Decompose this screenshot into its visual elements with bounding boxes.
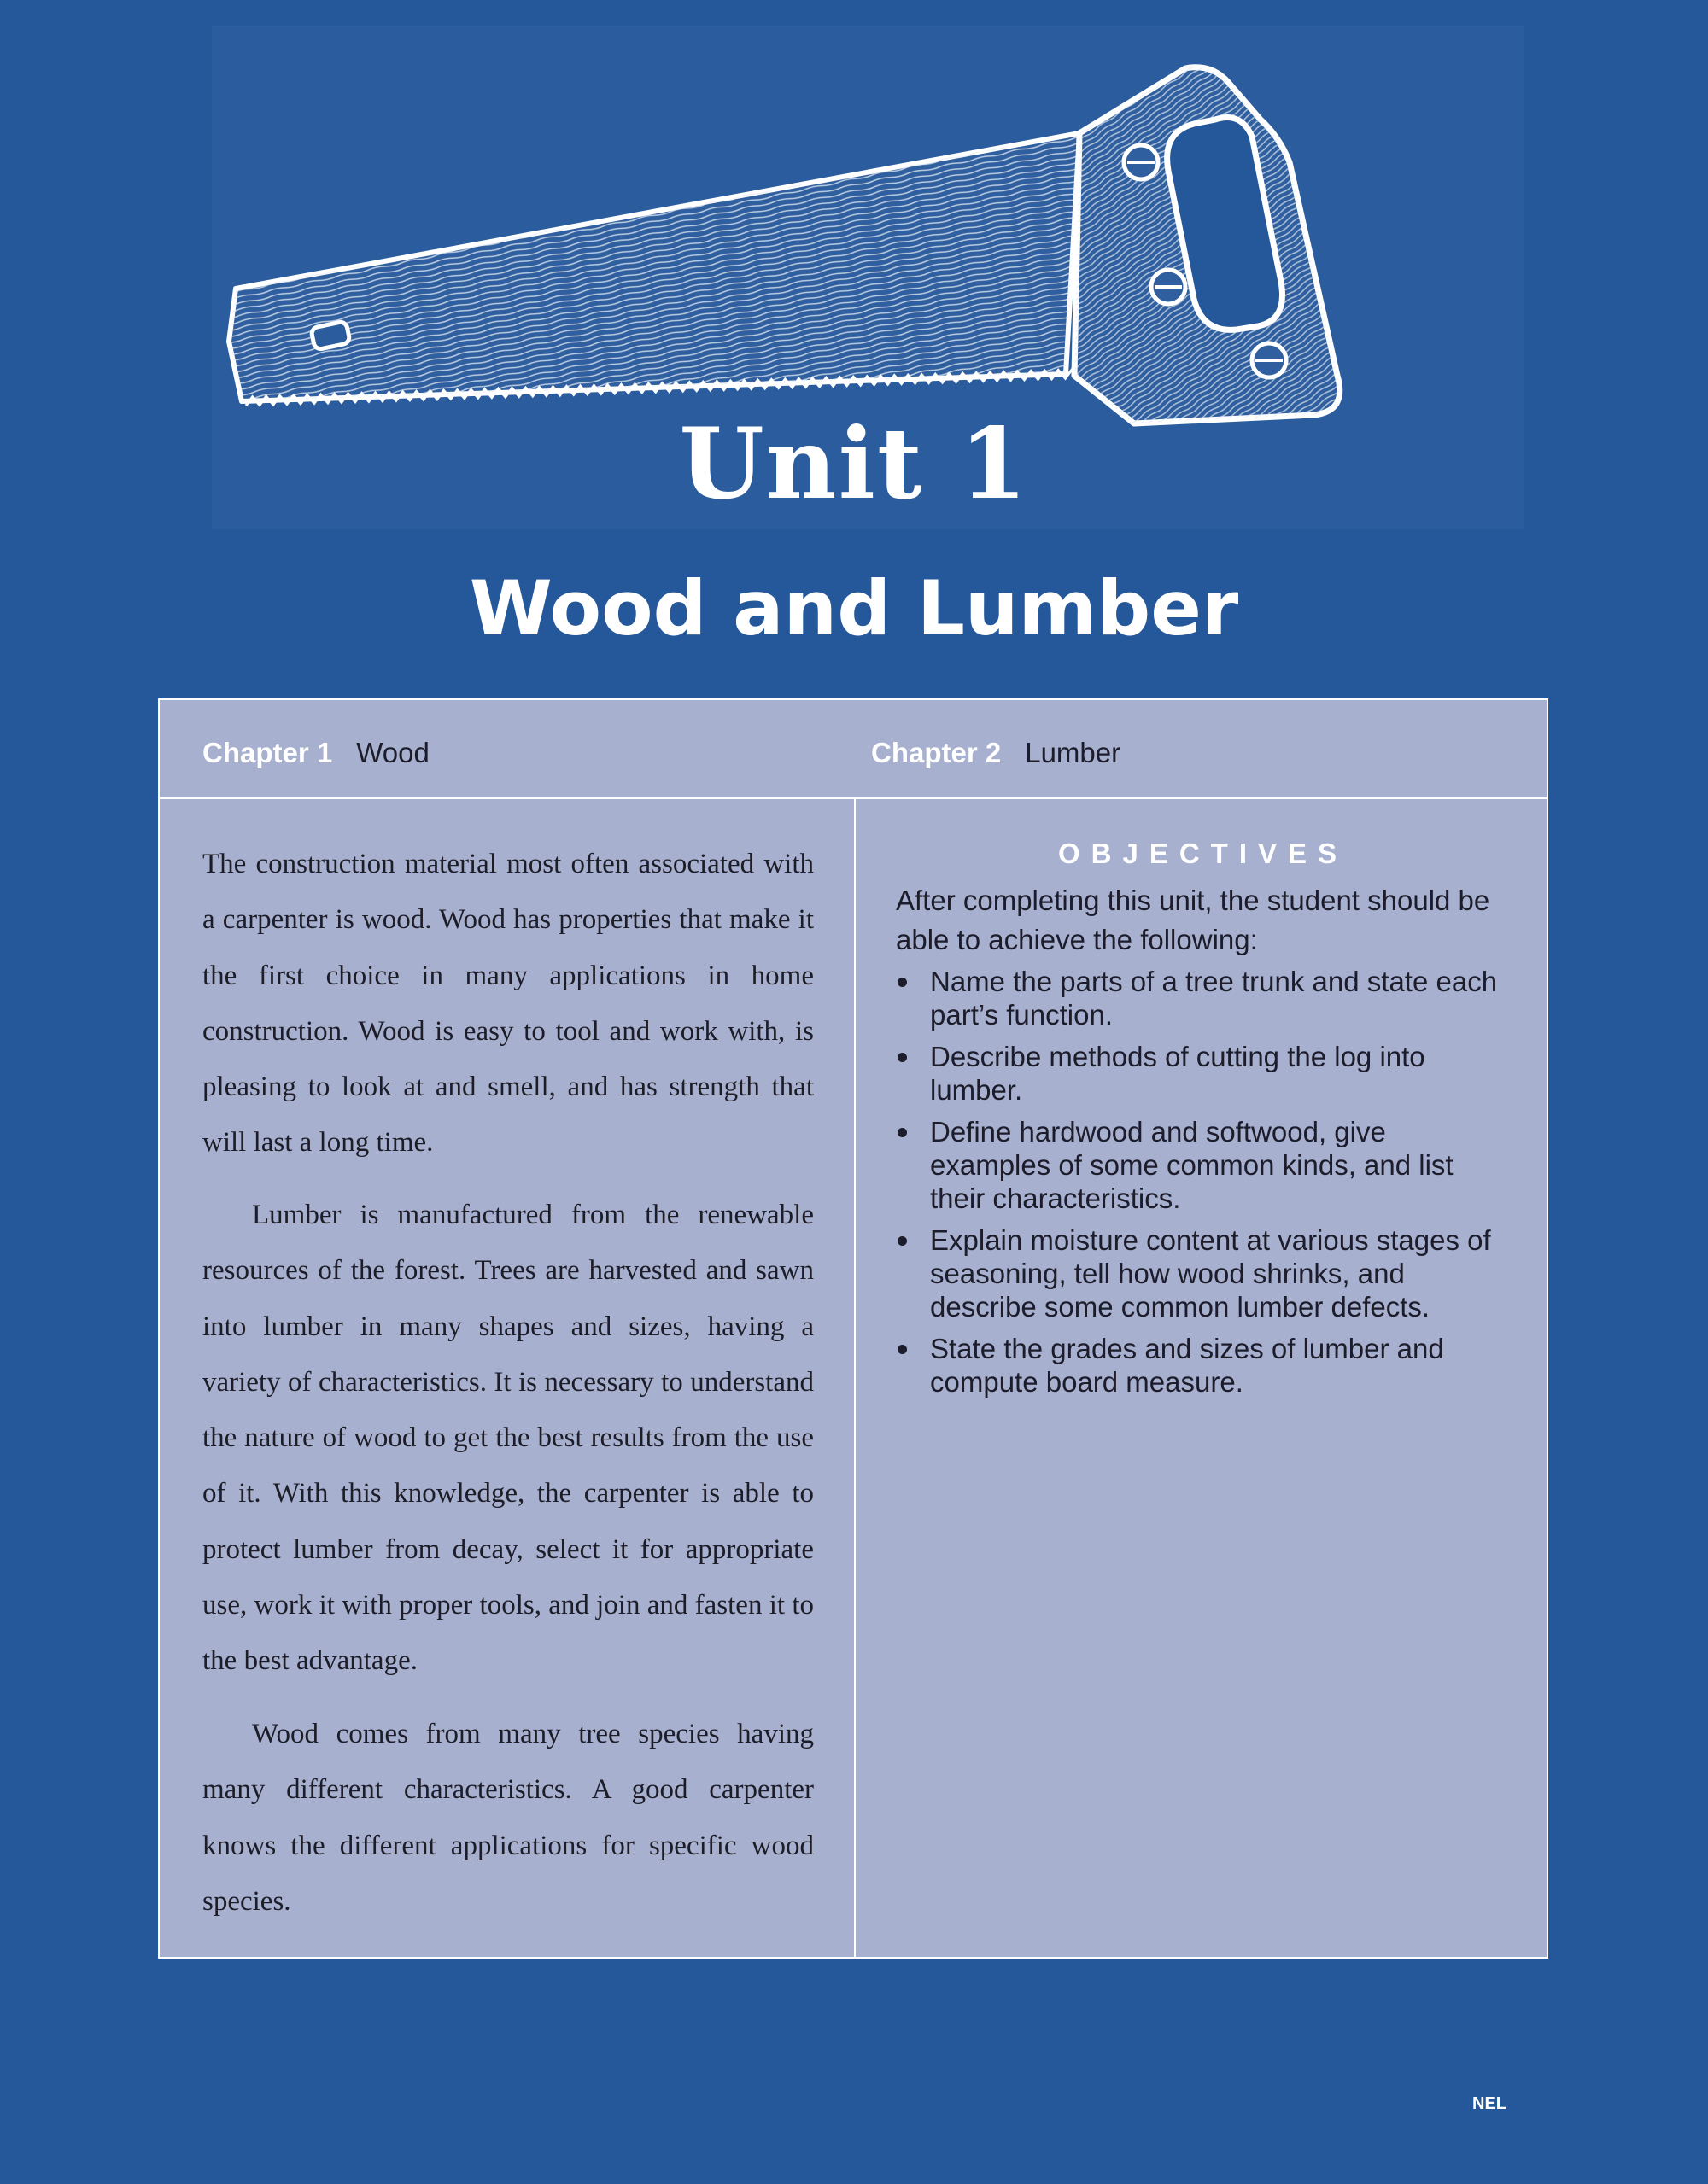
objective-item: State the grades and sizes of lumber and compute board measure. <box>896 1332 1511 1399</box>
chapter-list <box>160 700 1547 799</box>
chapter-number: Chapter 1 <box>202 737 333 768</box>
chapter-2[interactable] <box>871 736 1120 770</box>
intro-paragraph: The construction material most often associated with a carpenter is wood. Wood has properties that make it the first choice in many applications in home construction. Wood is easy to tool and work with, is pleasing to look at and smell, and has strength that will last a long time. <box>202 849 814 1159</box>
objective-item: Describe methods of cutting the log into lumber. <box>896 1040 1511 1107</box>
chapter-1[interactable] <box>202 736 430 770</box>
column-divider <box>854 799 856 1959</box>
intro-paragraph: Wood comes from many tree species having many different characteristics. A good carpenter knows the different applications for specific wood species. <box>202 1719 814 1917</box>
unit-label: Unit 1 <box>679 406 1029 521</box>
objective-item: Define hardwood and softwood, give examples of some common kinds, and list their characteristics. <box>896 1115 1511 1215</box>
intro-paragraph: Lumber is manufactured from the renewable resources of the forest. Trees are harvested and sawn into lumber in many shapes and sizes, having a variety of characteristics. It is necessary to understand the nature of wood to get the best results from the use of it. With this knowledge, the carpenter is able to protect lumber from decay, select it for appropriate use, work it with proper tools, and join and fasten it to the best advantage. <box>202 1200 814 1677</box>
unit-overview-panel <box>158 698 1548 1959</box>
objectives-intro: After completing this unit, the student should be able to achieve the following: <box>896 885 1490 955</box>
unit-title: Wood and Lumber <box>469 564 1239 652</box>
objective-item: Name the parts of a tree trunk and state each part’s function. <box>896 965 1511 1031</box>
objectives-list <box>896 965 1511 1407</box>
chapter-title: Wood <box>356 737 430 768</box>
chapter-title: Lumber <box>1025 737 1121 768</box>
objectives-heading: OBJECTIVES <box>1057 838 1348 869</box>
objective-item: Explain moisture content at various stages of seasoning, tell how wood shrinks, and describe some common lumber defects. <box>896 1223 1511 1323</box>
chapter-number: Chapter 2 <box>871 737 1002 768</box>
publisher-mark: NEL <box>1472 2094 1506 2113</box>
